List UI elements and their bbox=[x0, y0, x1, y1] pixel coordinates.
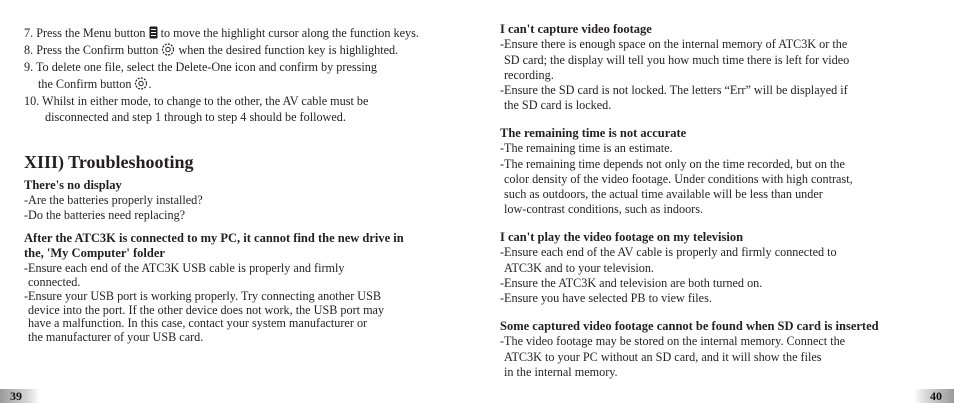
display-heading: There's no display bbox=[24, 178, 122, 192]
play-line: -Ensure the ATC3K and television are both turned on. bbox=[500, 276, 763, 290]
pc-line: -Ensure your USB port is working properly. Try connecting another USB bbox=[24, 289, 382, 303]
capture-line: the SD card is locked. bbox=[504, 98, 612, 112]
pc-heading-line1: After the ATC3K is connected to my PC, it cannot find the new drive in bbox=[24, 231, 404, 245]
section-title: XIII) Troubleshooting bbox=[24, 152, 194, 172]
capture-heading: I can't capture video footage bbox=[500, 22, 652, 36]
step-7: 7. Press the Menu button to move the highlight cursor along the function keys. bbox=[24, 26, 419, 43]
capture-line: -Ensure the SD card is not locked. The letters “Err” will be displayed if bbox=[500, 83, 848, 97]
display-line: -Do the batteries need replacing? bbox=[24, 208, 186, 222]
time-line: -The remaining time is an estimate. bbox=[500, 141, 673, 155]
time-line: -The remaining time depends not only on the time recorded, but on the bbox=[500, 157, 845, 171]
time-line: color density of the video footage. Under conditions with high contrast, bbox=[504, 172, 853, 186]
page-number-right: 40 bbox=[930, 389, 942, 403]
step-9-line1: 9. To delete one file, select the Delete-One icon and confirm by pressing bbox=[24, 60, 377, 74]
time-line: low-contrast conditions, such as indoors. bbox=[504, 202, 704, 216]
play-line: -Ensure each end of the AV cable is properly and firmly connected to bbox=[500, 245, 837, 259]
step-10-line1: 10. Whilst in either mode, to change to the other, the AV cable must be bbox=[24, 94, 369, 108]
step-10-line2: disconnected and step 1 through to step 4 should be followed. bbox=[45, 110, 346, 124]
confirm-button-icon bbox=[161, 43, 175, 60]
step-9-line2: the Confirm button . bbox=[38, 77, 152, 94]
pc-line: the manufacturer of your USB card. bbox=[28, 330, 204, 344]
capture-line: recording. bbox=[504, 68, 554, 82]
display-line: -Are the batteries properly installed? bbox=[24, 193, 203, 207]
pc-heading-line2: the, 'My Computer' folder bbox=[24, 246, 165, 260]
missing-line: in the internal memory. bbox=[504, 365, 618, 379]
page-number-left: 39 bbox=[10, 389, 22, 403]
missing-line: -The video footage may be stored on the internal memory. Connect the bbox=[500, 334, 846, 348]
step-8: 8. Press the Confirm button when the desired function key is highlighted. bbox=[24, 43, 398, 60]
menu-button-icon bbox=[149, 26, 158, 43]
capture-line: -Ensure there is enough space on the internal memory of ATC3K or the bbox=[500, 37, 848, 51]
time-heading: The remaining time is not accurate bbox=[500, 126, 687, 140]
play-line: ATC3K and to your television. bbox=[504, 261, 654, 275]
pc-line: have a malfunction. In this case, contact your system manufacturer or bbox=[28, 316, 368, 330]
missing-line: ATC3K to your PC without an SD card, and it will show the files bbox=[504, 350, 822, 364]
confirm-button-icon bbox=[134, 77, 148, 94]
pc-line: connected. bbox=[28, 275, 81, 289]
missing-heading: Some captured video footage cannot be found when SD card is inserted bbox=[500, 319, 879, 333]
time-line: such as outdoors, the actual time available will be less than under bbox=[504, 187, 823, 201]
pc-line: -Ensure each end of the ATC3K USB cable is properly and firmly bbox=[24, 261, 345, 275]
play-heading: I can't play the video footage on my television bbox=[500, 230, 744, 244]
capture-line: SD card; the display will tell you how much time there is left for video bbox=[504, 53, 850, 67]
play-line: -Ensure you have selected PB to view files. bbox=[500, 291, 712, 305]
pc-line: device into the port. If the other device does not work, the USB port may bbox=[28, 303, 385, 317]
